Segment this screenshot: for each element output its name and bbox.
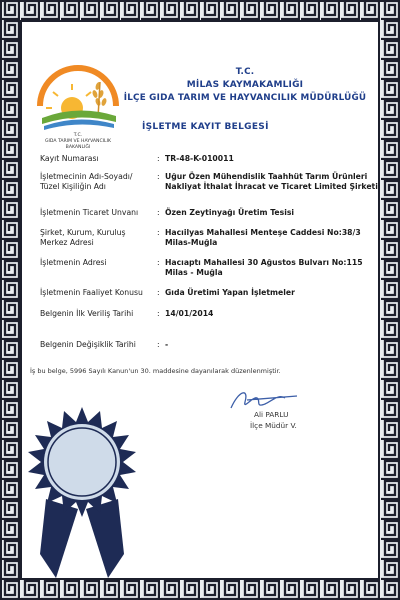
field-separator: : <box>157 309 160 318</box>
header-line2: MİLAS KAYMAKAMLIĞI <box>186 80 304 90</box>
field-label: Belgenin İlk Veriliş Tarihi <box>40 309 134 318</box>
field-value: 14/01/2014 <box>165 309 214 318</box>
field-separator: : <box>157 154 160 163</box>
sun-wheat-logo-icon <box>32 50 124 150</box>
field-label: Şirket, Kurum, Kuruluş Merkez Adresi <box>40 228 126 247</box>
signatory-name: Ali PARLU <box>254 410 289 419</box>
logo-label-line2: GIDA TARIM VE HAYVANCILIK <box>44 139 112 144</box>
logo-label-line1: T.C. <box>73 133 83 138</box>
field-value: - <box>165 340 169 349</box>
header-line1: T.C. <box>235 67 255 77</box>
logo-label-line3: BAKANLIĞI <box>65 145 91 150</box>
legal-note: İş bu belge, 5996 Sayılı Kanun'un 30. maddesine dayanılarak düzenlenmiştir. <box>30 367 281 375</box>
field-label: İşletmenin Ticaret Unvanı <box>40 208 139 217</box>
field-value: TR-48-K-010011 <box>165 154 234 163</box>
field-separator: : <box>157 288 160 297</box>
header-line3: İLÇE GIDA TARIM VE HAYVANCILIK MÜDÜRLÜĞÜ <box>123 93 367 103</box>
document-title: İŞLETME KAYIT BELGESİ <box>142 122 269 132</box>
field-label: İşletmecinin Adı-Soyadı/ Tüzel Kişiliğin Adı <box>40 172 133 191</box>
field-value: Hacıilyas Mahallesi Menteşe Caddesi No:38/3 Milas-Muğla <box>165 228 361 247</box>
field-value: Gıda Üretimi Yapan İşletmeler <box>165 288 295 297</box>
field-separator: : <box>157 172 160 181</box>
field-separator: : <box>157 258 160 267</box>
rosette-seal-icon <box>22 397 142 578</box>
field-separator: : <box>157 208 160 217</box>
field-separator: : <box>157 340 160 349</box>
field-label: İşletmenin Faaliyet Konusu <box>40 288 143 297</box>
field-separator: : <box>157 228 160 237</box>
field-value: Özen Zeytinyağı Üretim Tesisi <box>165 208 295 217</box>
certificate-body <box>22 22 378 578</box>
field-value: Uğur Özen Mühendislik Taahhüt Tarım Ürünleri Nakliyat İthalat İhracat ve Ticaret Limited Şirketi <box>165 172 378 191</box>
field-label: Belgenin Değişiklik Tarihi <box>40 340 136 349</box>
signatory-title: İlçe Müdür V. <box>250 421 297 430</box>
field-label: Kayıt Numarası <box>40 154 99 163</box>
field-label: İşletmenin Adresi <box>40 258 107 267</box>
field-value: Hacıaptı Mahallesi 30 Ağustos Bulvarı No:115 Milas - Muğla <box>165 258 363 277</box>
